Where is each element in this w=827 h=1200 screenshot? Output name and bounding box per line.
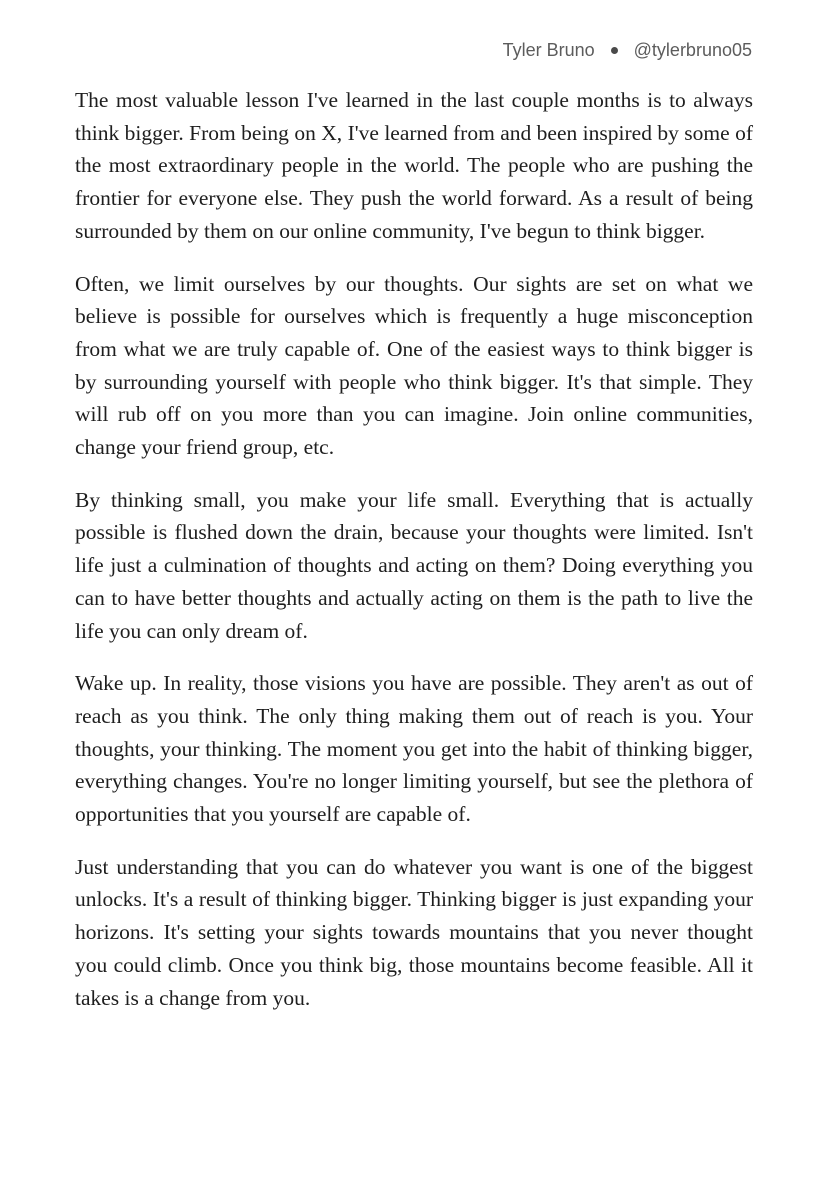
byline (503, 40, 752, 61)
paragraph-5: Just understanding that you can do whatever you want is one of the biggest unlocks. It's a result of thinking bigger. Thinking bigger is just expanding your horizons. It's setting your sights towards mountains that you never thought you could climb. Once you think big, those mountains become feasible. All it takes is a change from you. (75, 854, 753, 1010)
author-name: Tyler Bruno (502, 40, 595, 60)
paragraph-3: By thinking small, you make your life small. Everything that is actually possible is flushed down the drain, because your thoughts were limited. Isn't life just a culmination of thoughts and acting on them? Doing everything you can to have better thoughts and actually acting on them is the path to live the life you can only dream of. (75, 487, 753, 643)
bullet-dot-icon (611, 47, 618, 54)
author-handle: @tylerbruno05 (633, 40, 752, 60)
article-body (75, 84, 753, 1014)
paragraph-2: Often, we limit ourselves by our thoughts. Our sights are set on what we believe is possible for ourselves which is frequently a huge misconception from what we are truly capable of. One of the easiest ways to think bigger is by surrounding yourself with people who think bigger. It's that simple. They will rub off on you more than you can imagine. Join online communities, change your friend group, etc. (75, 271, 753, 460)
paragraph-4: Wake up. In reality, those visions you have are possible. They aren't as out of reach as you think. The only thing making them out of reach is you. Your thoughts, your thinking. The moment you get into the habit of thinking bigger, everything changes. You're no longer limiting yourself, but see the plethora of opportunities that you yourself are capable of. (75, 671, 753, 827)
paragraph-1: The most valuable lesson I've learned in the last couple months is to always think bigger. From being on X, I've learned from and been inspired by some of the most extraordinary people in the world. The people who are pushing the frontier for everyone else. They push the world forward. As a result of being surrounded by them on our online community, I've begun to think bigger. (75, 88, 753, 243)
